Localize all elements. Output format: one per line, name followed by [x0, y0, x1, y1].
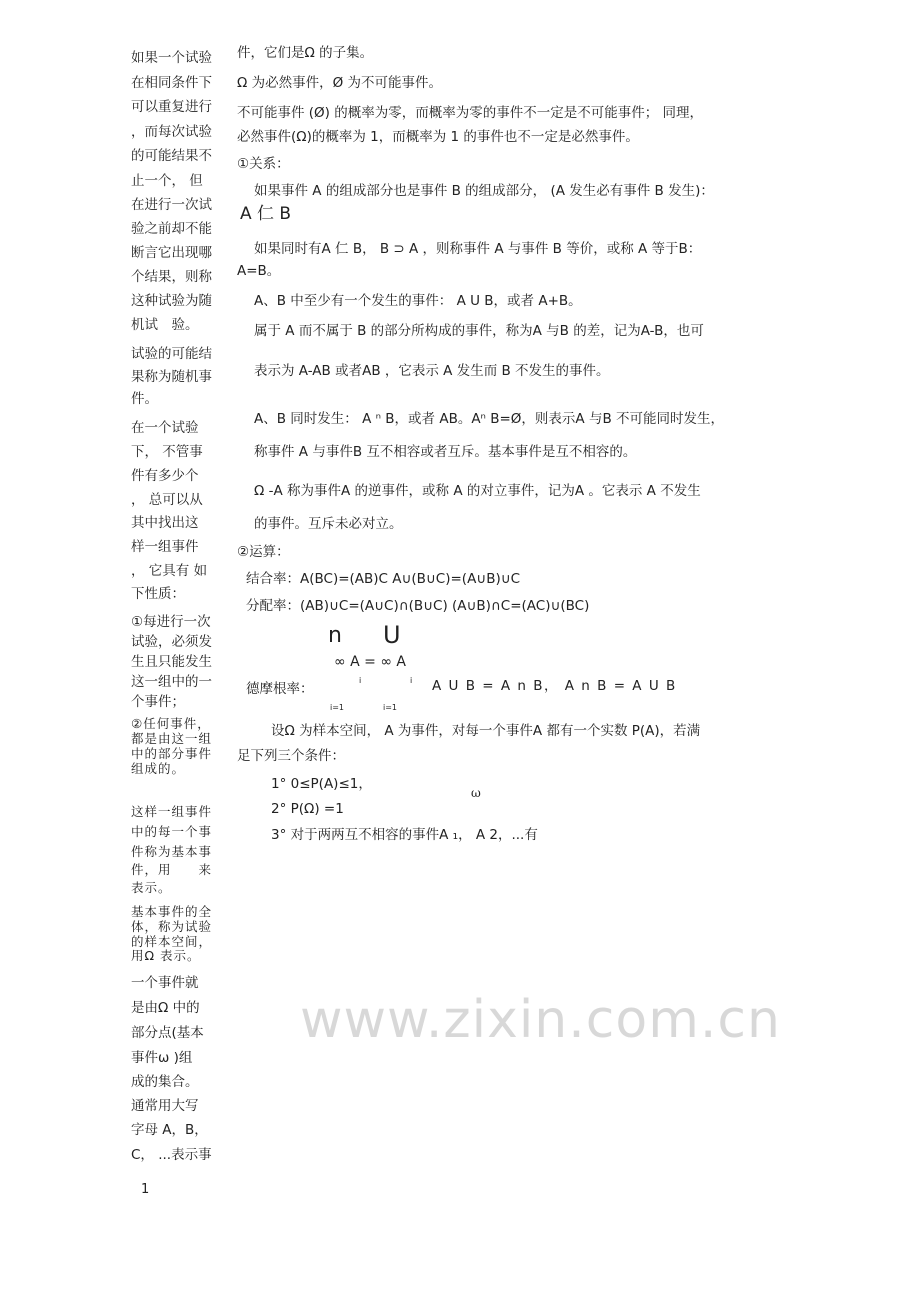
- sidebar-text-line: 部分点(基本: [131, 1025, 204, 1041]
- text-line: A、B 中至少有一个发生的事件： A U B，或者 A+B。: [254, 293, 582, 309]
- sidebar-text-line: 件，用 来: [131, 862, 213, 877]
- sidebar-text-line: 试验，必须发: [131, 634, 212, 650]
- sidebar-text-line: 通常用大写: [131, 1098, 199, 1114]
- sidebar-text-line: 事件ω )组: [131, 1050, 193, 1066]
- sidebar-text-line: 个事件；: [131, 694, 185, 710]
- text-line: 如果事件 A 的组成部分也是事件 B 的组成部分， (A 发生必有事件 B 发生)：: [254, 183, 714, 199]
- text-line: 1° 0≤P(A)≤1，: [271, 776, 372, 792]
- sidebar-text-line: ， 它具有 如: [131, 563, 208, 579]
- sidebar-text-line: 表示。: [131, 880, 172, 895]
- section-heading: ②运算：: [237, 544, 290, 560]
- sidebar-text-line: 件称为基本事: [131, 844, 213, 859]
- text-line: Ω -A 称为事件A 的逆事件，或称 A 的对立事件，记为A 。它表示 A 不发生: [254, 483, 701, 499]
- math-line: A 仁 B: [240, 204, 292, 224]
- sidebar-text-line: 其中找出这: [131, 515, 199, 531]
- sidebar-text-line: 的样本空间，: [131, 934, 213, 949]
- omega-symbol: ω: [471, 786, 481, 800]
- text-line: Ω 为必然事件，Ø 为不可能事件。: [237, 75, 443, 91]
- formula-subscript: i=1: [383, 703, 398, 712]
- text-line: 结合率：A(BC)=(AB)C A∪(B∪C)=(A∪B)∪C: [246, 571, 521, 587]
- sidebar-text-line: 断言它出现哪: [131, 245, 212, 261]
- text-line: 件，它们是Ω 的子集。: [237, 45, 374, 61]
- sidebar-text-line: 个结果，则称: [131, 269, 212, 285]
- sidebar-text-line: 是由Ω 中的: [131, 1000, 200, 1016]
- sidebar-text-line: 组成的。: [131, 761, 186, 776]
- text-line: 如果同时有A 仁 B， B ⊃ A ，则称事件 A 与事件 B 等价，或称 A 等于B：: [254, 241, 702, 257]
- formula-union: U: [383, 621, 401, 649]
- sidebar-text-line: 的可能结果不: [131, 148, 212, 164]
- text-line: 必然事件(Ω)的概率为 1，而概率为 1 的事件也不一定是必然事件。: [237, 129, 639, 145]
- text-line: 设Ω 为样本空间， A 为事件，对每一个事件A 都有一个实数 P(A)，若满: [271, 723, 701, 739]
- text-line: 2° P(Ω) =1: [271, 801, 344, 817]
- formula-middle: ∞ A = ∞ A: [334, 654, 407, 670]
- sidebar-text-line: ①每进行一次: [131, 614, 211, 630]
- sidebar-text-line: 这种试验为随: [131, 293, 212, 309]
- text-line: 属于 A 而不属于 B 的部分所构成的事件，称为A 与B 的差，记为A-B，也可: [254, 323, 704, 339]
- text-line: 称事件 A 与事件B 互不相容或者互斥。基本事件是互不相容的。: [254, 444, 637, 460]
- sidebar-text-line: 这样一组事件: [131, 804, 213, 819]
- page-number: 1: [141, 1182, 150, 1197]
- sidebar-text-line: 生且只能发生: [131, 654, 212, 670]
- sidebar-text-line: C， ...表示事: [131, 1147, 212, 1163]
- sidebar-text-line: 下性质：: [131, 586, 185, 602]
- sidebar-text-line: 中的每一个事: [131, 824, 213, 839]
- sidebar-text-line: 样一组事件: [131, 539, 199, 555]
- sidebar-text-line: 下， 不管事: [131, 444, 203, 460]
- sidebar-text-line: 都是由这一组: [131, 731, 213, 746]
- sidebar-text-line: 体，称为试验: [131, 919, 213, 934]
- text-line: 分配率：(AB)∪C=(A∪C)∩(B∪C) (A∪B)∩C=(AC)∪(BC): [246, 598, 590, 614]
- sidebar-text-line: 一个事件就: [131, 975, 199, 991]
- sidebar-text-line: ，而每次试验: [131, 124, 212, 140]
- sidebar-text-line: 用Ω 表示。: [131, 948, 201, 963]
- sidebar-text-line: 件有多少个: [131, 468, 199, 484]
- text-line: 的事件。互斥未必对立。: [254, 516, 403, 532]
- sidebar-text-line: 止一个， 但: [131, 173, 203, 189]
- sidebar-text-line: 中的部分事件: [131, 746, 213, 761]
- text-line: 3° 对于两两互不相容的事件A ₁， A 2，...有: [271, 827, 538, 843]
- sidebar-text-line: 机试 验。: [131, 317, 199, 333]
- text-line: 表示为 A-AB 或者AB ，它表示 A 发生而 B 不发生的事件。: [254, 363, 610, 379]
- sidebar-text-line: 试验的可能结: [131, 346, 212, 362]
- section-heading: ①关系：: [237, 156, 290, 172]
- formula-index: i: [410, 676, 413, 685]
- text-line: A=B。: [237, 263, 281, 279]
- sidebar-text-line: 在进行一次试: [131, 197, 212, 213]
- sidebar-text-line: 在一个试验: [131, 420, 199, 436]
- sidebar-text-line: 基本事件的全: [131, 904, 213, 919]
- text-line: 德摩根率：: [246, 681, 314, 697]
- watermark: www.zixin.com.cn: [300, 990, 781, 1050]
- sidebar-text-line: 果称为随机事: [131, 369, 212, 385]
- formula-subscript: i=1: [330, 703, 345, 712]
- formula-index: i: [359, 676, 362, 685]
- text-line: A、B 同时发生： A ⁿ B，或者 AB。Aⁿ B=Ø，则表示A 与B 不可能同时发生，: [254, 411, 725, 427]
- sidebar-text-line: 如果一个试验: [131, 50, 212, 66]
- sidebar-text-line: 在相同条件下: [131, 75, 212, 91]
- sidebar-text-line: ②任何事件，: [131, 716, 211, 731]
- text-line: 足下列三个条件：: [237, 748, 345, 764]
- sidebar-text-line: 件。: [131, 391, 158, 407]
- text-line: 不可能事件 (Ø) 的概率为零，而概率为零的事件不一定是不可能事件； 同理，: [237, 105, 704, 121]
- math-line: A U B = A n B， A n B = A U B: [432, 678, 677, 694]
- sidebar-text-line: ， 总可以从: [131, 492, 203, 508]
- sidebar-text-line: 可以重复进行: [131, 99, 212, 115]
- sidebar-text-line: 验之前却不能: [131, 221, 212, 237]
- sidebar-text-line: 成的集合。: [131, 1074, 199, 1090]
- formula-intersection: n: [328, 623, 342, 648]
- sidebar-text-line: 字母 A，B，: [131, 1122, 208, 1138]
- sidebar-text-line: 这一组中的一: [131, 674, 212, 690]
